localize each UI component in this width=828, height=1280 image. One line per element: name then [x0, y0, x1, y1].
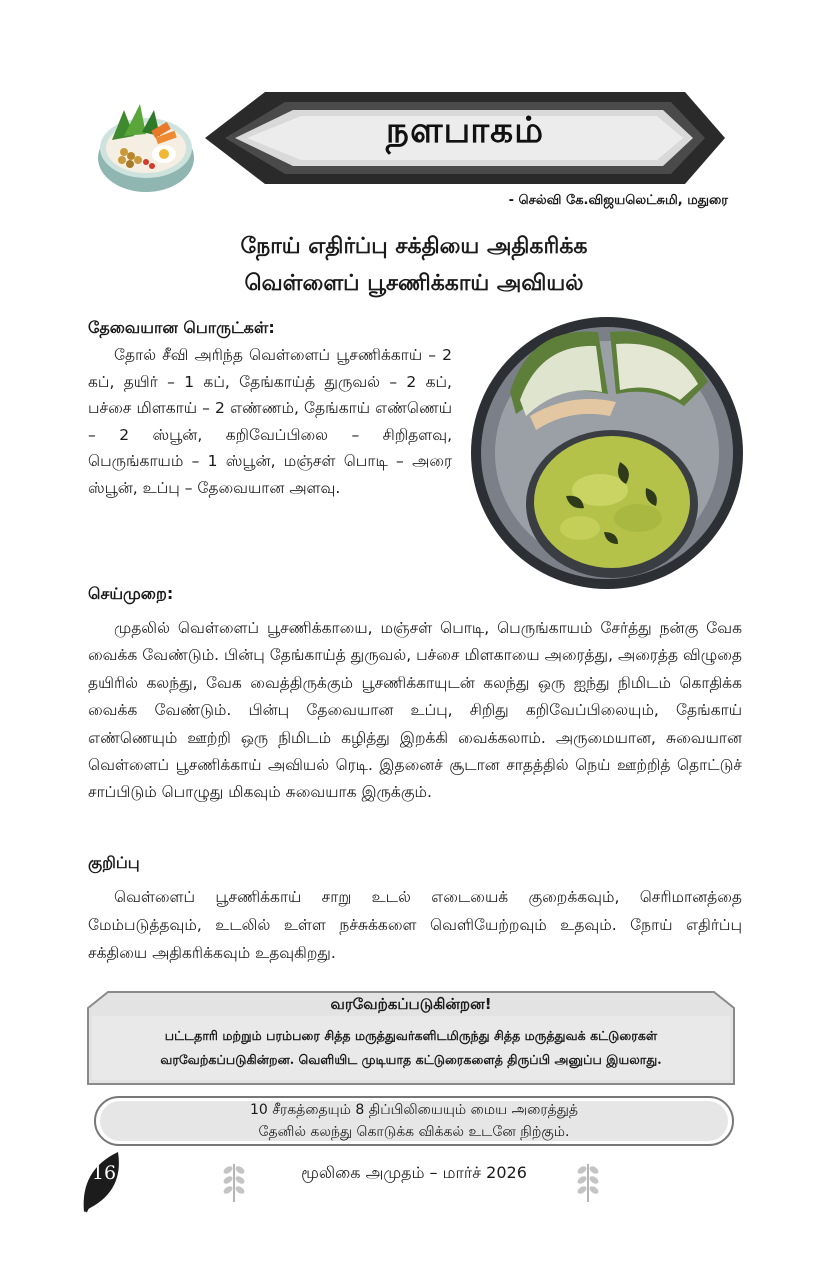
tip-line-2: தேனில் கலந்து கொடுக்க விக்கல் உடனே நிற்கும். [258, 1124, 570, 1140]
method-heading: செய்முறை: [88, 584, 174, 603]
section-title: நளபாகம் [385, 110, 545, 151]
headline-line-1: நோய் எதிர்ப்பு சக்தியை அதிகரிக்க [240, 234, 588, 259]
author-byline: - செல்வி கே.விஜயலெட்சுமி, மதுரை [508, 193, 728, 208]
salad-bowl-icon [94, 96, 198, 196]
recipe-headline [80, 228, 748, 302]
note-heading: குறிப்பு [88, 853, 140, 872]
headline-line-2: வெள்ளைப் பூசணிக்காய் அவியல் [244, 271, 584, 296]
ingredients-heading: தேவையான பொருட்கள்: [88, 318, 275, 337]
tip-text [120, 1099, 708, 1143]
welcome-text: பட்டதாரி மற்றும் பரம்பரை சித்த மருத்துவர்களிடமிருந்து சித்த மருத்துவக் கட்டுரைகள் வரவேற்கப்படுகின்றன. வெளியிட முடியாத கட்டுரைகளைத் திருப்பி அனுப்ப இயலாது. [160, 1028, 662, 1067]
magazine-footer: மூலிகை அமுதம் – மார்ச் 2026 [301, 1163, 527, 1182]
welcome-title: வரவேற்கப்படுகின்றன! [330, 995, 492, 1013]
ingredients-text: தோல் சீவி அரிந்த வெள்ளைப் பூசணிக்காய் – 2 கப், தயிர் – 1 கப், தேங்காய்த் துருவல் – 2 கப், பச்சை மிளகாய் – 2 எண்ணம், தேங்காய் எண்ணெய் – 2 ஸ்பூன், கறிவேப்பிலை – சிறிதளவு, பெருங்காயம் – 1 ஸ்பூன், மஞ்சள் பொடி – அரை ஸ்பூன், உப்பு – தேவையான அளவு. [88, 346, 452, 497]
ash-gourd-aviyal-photo [470, 312, 744, 594]
method-text: முதலில் வெள்ளைப் பூசணிக்காயை, மஞ்சள் பொடி, பெருங்காயம் சேர்த்து நன்கு வேக வைக்க வேண்டும். பின்பு தேங்காய்த் துருவல், பச்சை மிளகாயை அரைத்து, அரைத்த விழுதை தயிரில் கலந்து, வேக வைத்திருக்கும் பூசணிக்காயுடன் கலந்து ஒரு ஐந்து நிமிடம் கொதிக்க வைக்க வேண்டும். பின்பு தேவையான உப்பு, சிறிது கறிவேப்பிலையும், தேங்காய் எண்ணெயும் ஊற்றி ஒரு நிமிடம் கழித்து இறக்கி வைக்கலாம். அருமையான, சுவையான வெள்ளைப் பூசணிக்காய் அவியல் ரெடி. இதனைச் சூடான சாதத்தில் நெய் ஊற்றித் தொட்டுச் சாப்பிடும் பொழுது மிகவும் சுவையாக இருக்கும். [88, 619, 742, 802]
wheat-ornament-icon [218, 1158, 250, 1204]
page-number: 16 [91, 1162, 117, 1184]
wheat-ornament-icon [572, 1158, 604, 1204]
tip-line-1: 10 சீரகத்தையும் 8 திப்பிலியையும் மைய அரைத்துத் [249, 1102, 579, 1118]
note-text: வெள்ளைப் பூசணிக்காய் சாறு உடல் எடையைக் குறைக்கவும், செரிமானத்தை மேம்படுத்தவும், உடலில் உள்ள நச்சுக்களை வெளியேற்றவும் உதவும். நோய் எதிர்ப்பு சக்தியை அதிகரிக்கவும் உதவுகிறது. [88, 888, 742, 962]
